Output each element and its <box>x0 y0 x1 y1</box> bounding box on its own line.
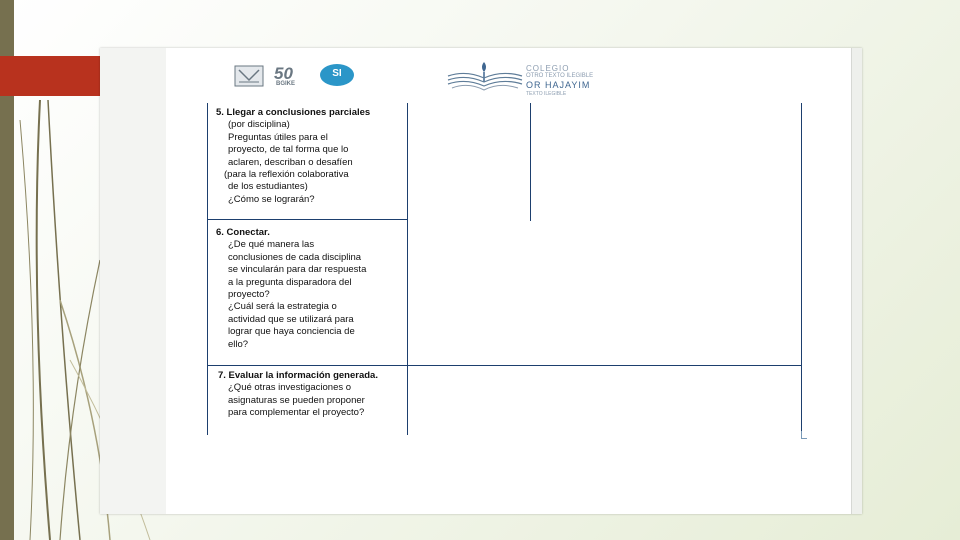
si-label: SI <box>332 68 342 79</box>
anniversary-sub: BGIKE <box>276 81 296 87</box>
school-name-line1: COLEGIO <box>526 64 570 73</box>
table-row-divider <box>207 365 802 366</box>
section-7-text <box>216 370 406 420</box>
section-5-line: Preguntas útiles para el <box>228 131 328 143</box>
section-6-line: lograr que haya conciencia de <box>228 326 355 338</box>
section-7-title: 7. Evaluar la información generada. <box>218 370 378 381</box>
table-corner-mark <box>801 431 807 439</box>
section-7-line: para complementar el proyecto? <box>228 407 365 419</box>
section-6-line: proyecto? <box>228 289 270 301</box>
section-5-text <box>216 107 406 206</box>
page-right-edge <box>851 48 862 514</box>
accent-tab <box>0 56 100 96</box>
table-column-divider <box>407 103 408 435</box>
section-6-line: se vincularán para dar respuesta <box>228 264 367 276</box>
section-5-line: (para la reflexión colaborativa <box>224 169 349 181</box>
school-name-line4: TEXTO ILEGIBLE <box>526 91 567 97</box>
school-name-line3: OR HAJAYIM <box>526 80 591 90</box>
section-6-line: ¿De qué manera las <box>228 239 315 251</box>
school-logo <box>446 60 606 104</box>
anniversary-logo <box>274 64 314 88</box>
section-6-title: 6. Conectar. <box>216 227 270 238</box>
table-left-border <box>207 103 208 435</box>
table-row-divider <box>207 219 407 220</box>
section-6-line: a la pregunta disparadora del <box>228 276 352 288</box>
section-6-line: ello? <box>228 338 249 350</box>
section-5-line: aclaren, describan o desafíen <box>228 156 353 168</box>
school-name-line2: OTRO TEXTO ILEGIBLE <box>526 73 594 79</box>
section-7-line: ¿Qué otras investigaciones o <box>228 382 352 394</box>
section-6-line: conclusiones de cada disciplina <box>228 251 362 263</box>
section-7-line: asignaturas se pueden proponer <box>228 394 365 406</box>
section-5-line: de los estudiantes) <box>228 181 308 193</box>
page-margin-shade <box>100 48 166 514</box>
section-5-line: (por disciplina) <box>228 119 290 131</box>
si-logo <box>320 64 354 88</box>
table-inner-divider <box>530 103 531 221</box>
section-6-line: actividad que se utilizará para <box>228 313 354 325</box>
unam-shield-icon <box>234 65 264 87</box>
section-6-line: ¿Cuál será la estrategia o <box>228 301 337 313</box>
section-5-line: ¿Cómo se lograrán? <box>228 193 315 205</box>
document-page <box>100 48 862 514</box>
section-6-text <box>216 227 406 351</box>
section-5-title: 5. Llegar a conclusiones parciales <box>216 107 371 118</box>
book-emblem-icon <box>446 60 526 104</box>
table-right-border <box>801 103 802 435</box>
section-5-line: proyecto, de tal forma que lo <box>228 144 349 156</box>
anniversary-number: 50 <box>274 64 293 83</box>
